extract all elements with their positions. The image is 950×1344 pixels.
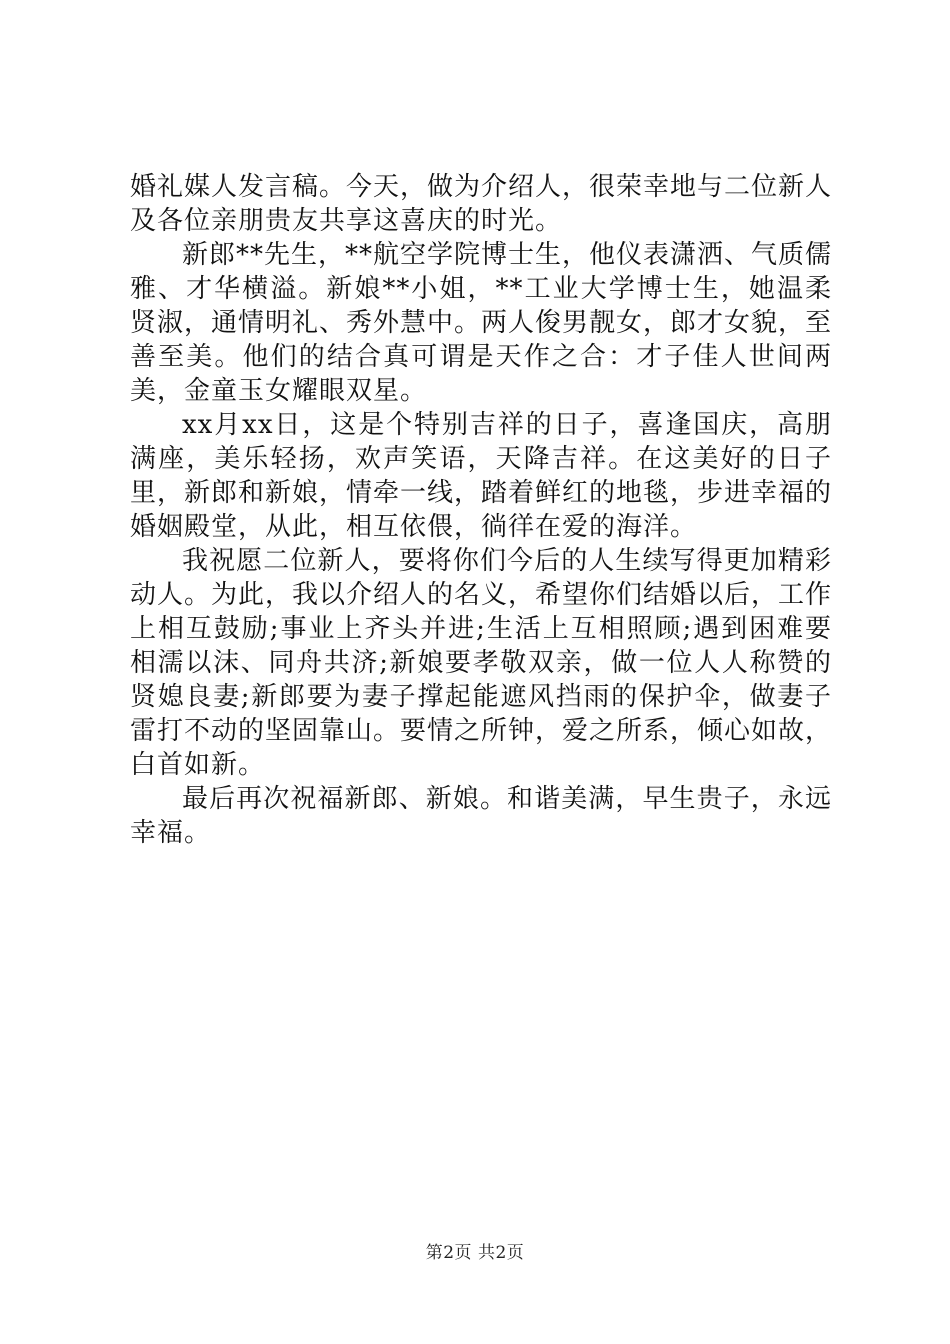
paragraph-wishes: 我祝愿二位新人，要将你们今后的人生续写得更加精彩动人。为此，我以介绍人的名义，希望你们结婚以后，工作上相互鼓励;事业上齐头并进;生活上互相照顾;遇到困难要相濡以沫、同舟共济;新娘要孝敬双亲，做一位人人称赞的贤媳良妻;新郎要为妻子撑起能遮风挡雨的保护伞，做妻子雷打不动的坚固靠山。要情之所钟，爱之所系，倾心如故，白首如新。 xyxy=(130,546,833,780)
paragraph-couple-introduction: 新郎**先生，**航空学院博士生，他仪表潇洒、气质儒雅、才华横溢。新娘**小姐，**工业大学博士生，她温柔贤淑，通情明礼、秀外慧中。两人俊男靓女，郎才女貌，至善至美。他们的结合真可谓是天作之合：才子佳人世间两美，金童玉女耀眼双星。 xyxy=(130,240,833,406)
paragraph-wedding-day: xx月xx日，这是个特别吉祥的日子，喜逢国庆，高朋满座，美乐轻扬，欢声笑语，天降吉祥。在这美好的日子里，新郎和新娘，情牵一线，踏着鲜红的地毯，步进幸福的婚姻殿堂，从此，相互依偎，徜徉在爱的海洋。 xyxy=(130,410,833,542)
page-number-footer: 第2页 共2页 xyxy=(425,1243,525,1263)
paragraph-closing-blessing: 最后再次祝福新郎、新娘。和谐美满，早生贵子，永远幸福。 xyxy=(130,784,832,848)
paragraph-intro: 婚礼媒人发言稿。今天，做为介绍人，很荣幸地与二位新人及各位亲朋贵友共享这喜庆的时光。 xyxy=(130,172,833,236)
document-body xyxy=(130,170,832,850)
